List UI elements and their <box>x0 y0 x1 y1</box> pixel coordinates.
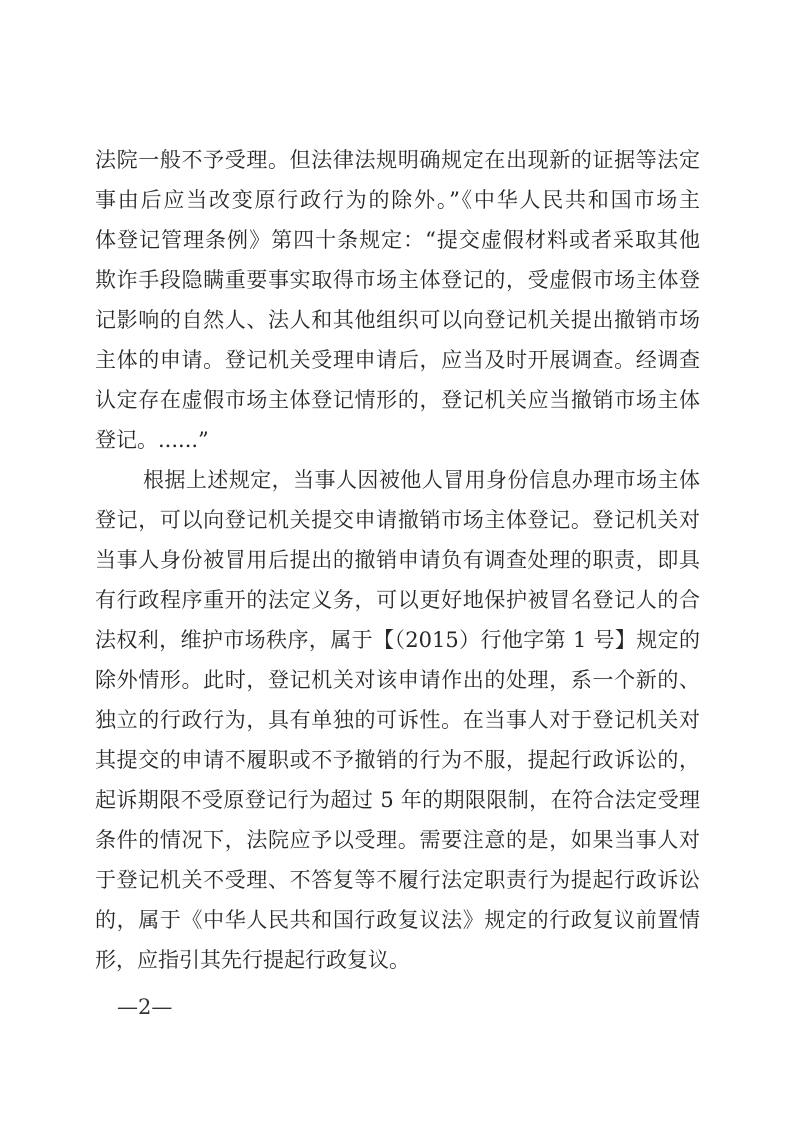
text-line: 形，应指引其先行提起行政复议。 <box>95 948 410 972</box>
paragraph-quoted-regulation <box>95 140 700 460</box>
text-line: 当事人身份被冒用后提出的撤销申请负有调查处理的职责，即具 <box>95 548 700 572</box>
text-line: 独立的行政行为，具有单独的可诉性。在当事人对于登记机关对 <box>95 708 700 732</box>
paragraph-analysis <box>95 460 700 980</box>
text-line: 根据上述规定，当事人因被他人冒用身份信息办理市场主体 <box>143 468 700 492</box>
text-line: 认定存在虚假市场主体登记情形的，登记机关应当撤销市场主体 <box>95 388 700 412</box>
text-line: 事由后应当改变原行政行为的除外。”《中华人民共和国市场主 <box>95 188 700 212</box>
text-line: 登记。......” <box>95 428 209 452</box>
text-line: 主体的申请。登记机关受理申请后，应当及时开展调查。经调查 <box>95 348 700 372</box>
document-body <box>95 140 700 980</box>
text-line: 法院一般不予受理。但法律法规明确规定在出现新的证据等法定 <box>95 148 700 172</box>
text-line: 法权利，维护市场秩序，属于【（2015）行他字第 1 号】规定的 <box>95 628 700 652</box>
text-line: 除外情形。此时，登记机关对该申请作出的处理，系一个新的、 <box>95 668 700 692</box>
text-line: 的，属于《中华人民共和国行政复议法》规定的行政复议前置情 <box>95 908 700 932</box>
text-line: 条件的情况下，法院应予以受理。需要注意的是，如果当事人对 <box>95 828 700 852</box>
text-line: 欺诈手段隐瞒重要事实取得市场主体登记的，受虚假市场主体登 <box>95 268 700 292</box>
text-line: 记影响的自然人、法人和其他组织可以向登记机关提出撤销市场 <box>95 308 700 332</box>
text-line: 有行政程序重开的法定义务，可以更好地保护被冒名登记人的合 <box>95 588 700 612</box>
text-line: 起诉期限不受原登记行为超过 5 年的期限限制，在符合法定受理 <box>95 788 700 812</box>
text-line: 其提交的申请不履职或不予撤销的行为不服，提起行政诉讼的， <box>95 748 700 772</box>
text-line: 体登记管理条例》第四十条规定：“提交虚假材料或者采取其他 <box>95 228 700 252</box>
page-number: —2— <box>117 995 173 1019</box>
text-line: 于登记机关不受理、不答复等不履行法定职责行为提起行政诉讼 <box>95 868 700 892</box>
text-line: 登记，可以向登记机关提交申请撤销市场主体登记。登记机关对 <box>95 508 700 532</box>
